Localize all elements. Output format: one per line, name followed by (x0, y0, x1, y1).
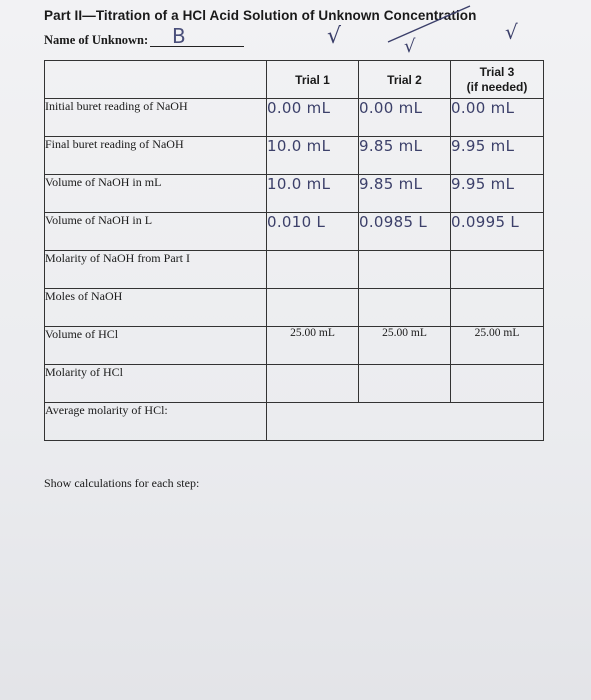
column-header-trial-1: Trial 1 (267, 61, 359, 99)
table-row (45, 175, 544, 213)
empty-cell[interactable] (267, 365, 359, 403)
handwritten-value[interactable]: 10.0 mL (267, 175, 359, 213)
empty-cell[interactable] (267, 251, 359, 289)
row-label: Molarity of NaOH from Part I (45, 251, 267, 289)
table-row (45, 213, 544, 251)
table-row (45, 137, 544, 175)
row-label: Initial buret reading of NaOH (45, 99, 267, 137)
table-header-row (45, 61, 544, 99)
handwritten-value[interactable]: 0.010 L (267, 213, 359, 251)
average-molarity-cell[interactable] (267, 403, 544, 441)
handwritten-value[interactable]: 0.0985 L (359, 213, 451, 251)
table-row (45, 99, 544, 137)
empty-cell[interactable] (359, 251, 451, 289)
name-of-unknown-line (150, 46, 244, 47)
handwritten-value[interactable]: 9.95 mL (451, 175, 544, 213)
titration-data-table (44, 60, 544, 441)
printed-value: 25.00 mL (359, 327, 451, 365)
handwritten-value[interactable]: 9.85 mL (359, 137, 451, 175)
table-row-average (45, 403, 544, 441)
handwritten-value[interactable]: 0.00 mL (267, 99, 359, 137)
row-label: Molarity of HCl (45, 365, 267, 403)
handwritten-value[interactable]: 0.0995 L (451, 213, 544, 251)
empty-cell[interactable] (359, 365, 451, 403)
row-label: Average molarity of HCl: (45, 403, 267, 441)
header-blank-cell (45, 61, 267, 99)
table-row (45, 365, 544, 403)
column-header-trial-3: Trial 3 (if needed) (451, 61, 544, 99)
check-mark-icon: √ (404, 36, 416, 57)
empty-cell[interactable] (359, 289, 451, 327)
name-of-unknown-label: Name of Unknown: (44, 33, 149, 47)
table-row (45, 289, 544, 327)
handwritten-value[interactable]: 0.00 mL (451, 99, 544, 137)
handwritten-value[interactable]: 9.85 mL (359, 175, 451, 213)
empty-cell[interactable] (451, 289, 544, 327)
table-row (45, 251, 544, 289)
row-label: Volume of NaOH in L (45, 213, 267, 251)
show-calculations-label: Show calculations for each step: (44, 476, 200, 490)
printed-value: 25.00 mL (451, 327, 544, 365)
column-header-trial-2: Trial 2 (359, 61, 451, 99)
printed-value: 25.00 mL (267, 327, 359, 365)
table-row (45, 327, 544, 365)
handwritten-value[interactable]: 9.95 mL (451, 137, 544, 175)
empty-cell[interactable] (267, 289, 359, 327)
page-title: Part II—Titration of a HCl Acid Solution of Unknown Concentration (44, 8, 477, 23)
row-label: Final buret reading of NaOH (45, 137, 267, 175)
empty-cell[interactable] (451, 365, 544, 403)
empty-cell[interactable] (451, 251, 544, 289)
name-of-unknown-value[interactable]: B (172, 24, 186, 48)
row-label: Moles of NaOH (45, 289, 267, 327)
check-mark-icon: √ (327, 24, 342, 49)
handwritten-value[interactable]: 0.00 mL (359, 99, 451, 137)
row-label: Volume of HCl (45, 327, 267, 365)
row-label: Volume of NaOH in mL (45, 175, 267, 213)
handwritten-value[interactable]: 10.0 mL (267, 137, 359, 175)
check-mark-icon: √ (505, 20, 518, 44)
